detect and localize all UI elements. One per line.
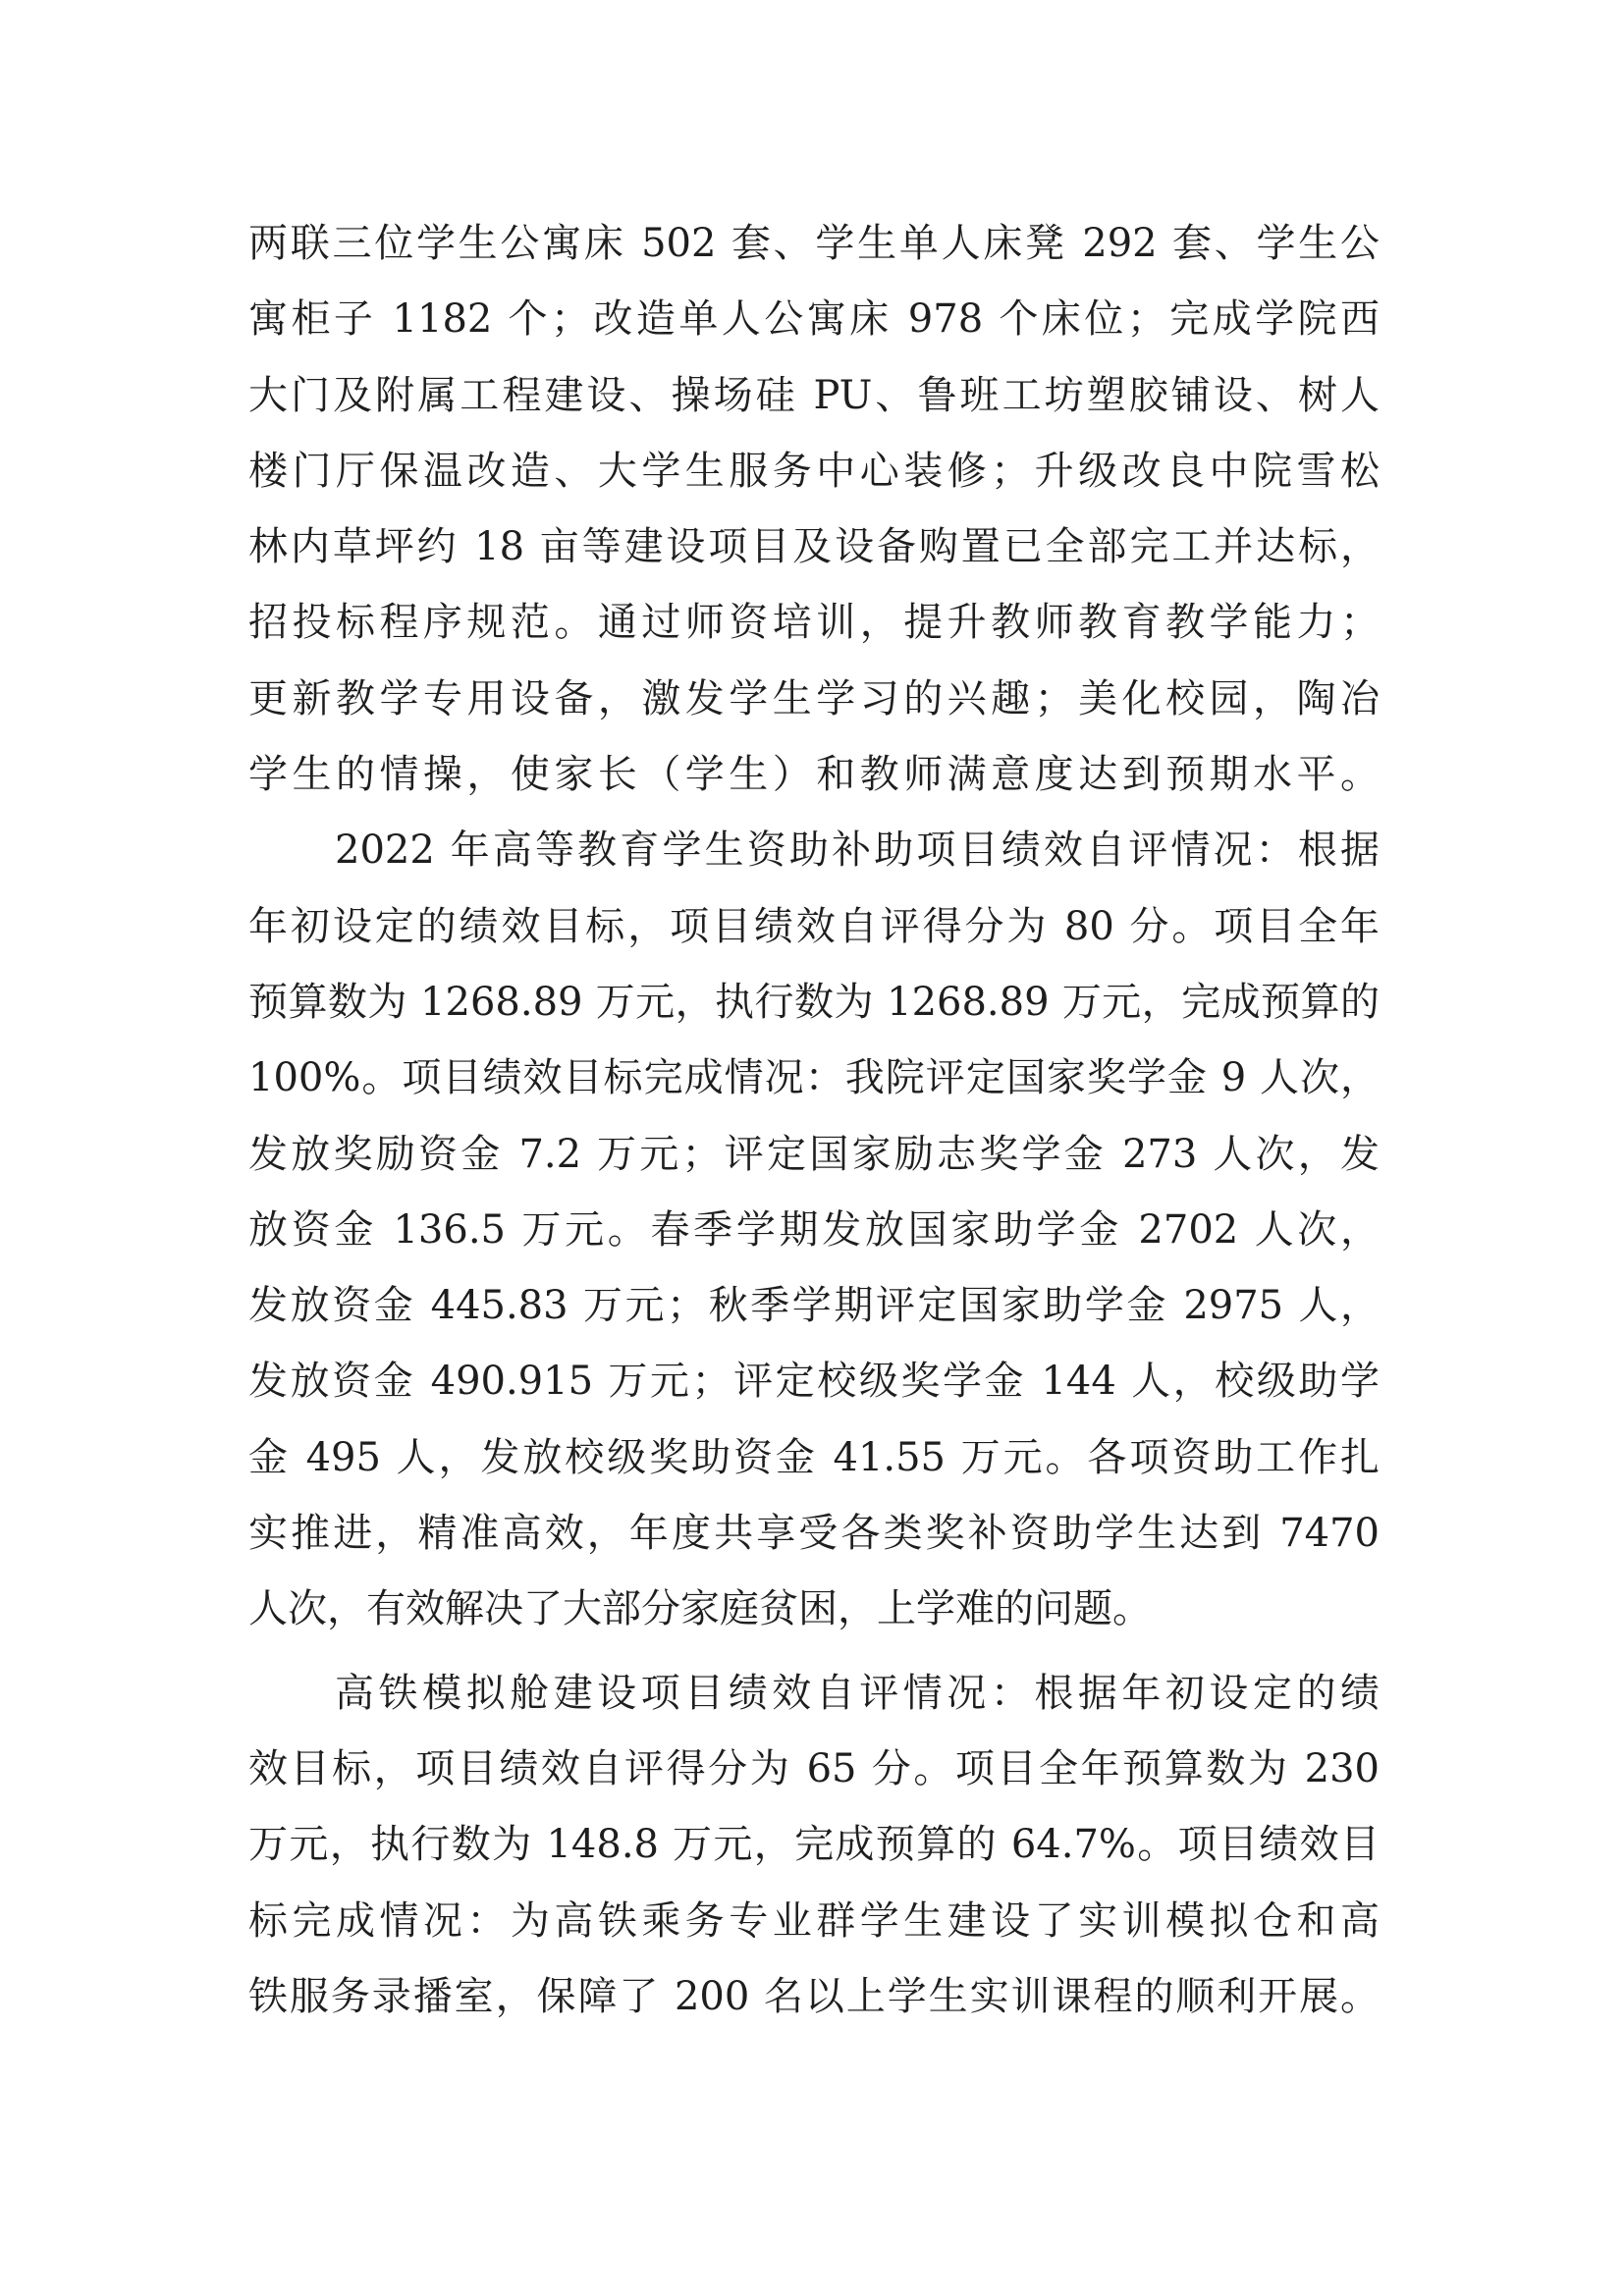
text-line: 发放资金 445.83 万元；秋季学期评定国家助学金 2975 人， xyxy=(248,1283,1380,1329)
text-line: 100%。项目绩效目标完成情况：我院评定国家奖学金 9 人次， xyxy=(248,1055,1380,1101)
body-text xyxy=(248,211,1380,2040)
text-line: 更新教学专用设备，激发学生学习的兴趣；美化校园，陶冶 xyxy=(248,675,1380,721)
text-line: 高铁模拟舱建设项目绩效自评情况：根据年初设定的绩 xyxy=(335,1670,1380,1716)
text-line: 招投标程序规范。通过师资培训，提升教师教育教学能力； xyxy=(248,600,1380,646)
text-line: 金 495 人，发放校级奖助资金 41.55 万元。各项资助工作扎 xyxy=(248,1434,1380,1480)
paragraph-dormitory-projects xyxy=(248,211,1380,818)
text-line: 实推进，精准高效，年度共享受各类奖补资助学生达到 7470 xyxy=(248,1511,1380,1557)
paragraph-spacer xyxy=(248,1653,1380,1661)
text-line: 标完成情况：为高铁乘务专业群学生建设了实训模拟仓和高 xyxy=(248,1897,1380,1944)
text-line: 大门及附属工程建设、操场硅 PU、鲁班工坊塑胶铺设、树人 xyxy=(248,372,1380,418)
text-line: 人次，有效解决了大部分家庭贫困，上学难的问题。 xyxy=(248,1586,1152,1632)
text-line: 林内草坪约 18 亩等建设项目及设备购置已全部完工并达标， xyxy=(248,524,1380,570)
text-line: 发放资金 490.915 万元；评定校级奖学金 144 人，校级助学 xyxy=(248,1359,1380,1405)
text-line: 2022 年高等教育学生资助补助项目绩效自评情况：根据 xyxy=(335,828,1380,874)
text-line: 铁服务录播室，保障了 200 名以上学生实训课程的顺利开展。 xyxy=(248,1973,1380,2019)
text-line: 学生的情操，使家长（学生）和教师满意度达到预期水平。 xyxy=(248,752,1380,798)
text-line: 发放奖励资金 7.2 万元；评定国家励志奖学金 273 人次，发 xyxy=(248,1131,1380,1177)
paragraph-student-aid xyxy=(248,818,1380,1652)
text-line: 寓柜子 1182 个；改造单人公寓床 978 个床位；完成学院西 xyxy=(248,296,1380,343)
text-line: 年初设定的绩效目标，项目绩效自评得分为 80 分。项目全年 xyxy=(248,903,1380,949)
text-line: 预算数为 1268.89 万元，执行数为 1268.89 万元，完成预算的 xyxy=(248,979,1380,1025)
paragraph-rail-simulator xyxy=(248,1661,1380,2040)
text-line: 楼门厅保温改造、大学生服务中心装修；升级改良中院雪松 xyxy=(248,448,1380,494)
text-line: 两联三位学生公寓床 502 套、学生单人床凳 292 套、学生公 xyxy=(248,221,1380,266)
text-line: 效目标，项目绩效自评得分为 65 分。项目全年预算数为 230 xyxy=(248,1745,1380,1791)
text-line: 放资金 136.5 万元。春季学期发放国家助学金 2702 人次， xyxy=(248,1206,1380,1253)
text-line: 万元，执行数为 148.8 万元，完成预算的 64.7%。项目绩效目 xyxy=(248,1822,1380,1868)
